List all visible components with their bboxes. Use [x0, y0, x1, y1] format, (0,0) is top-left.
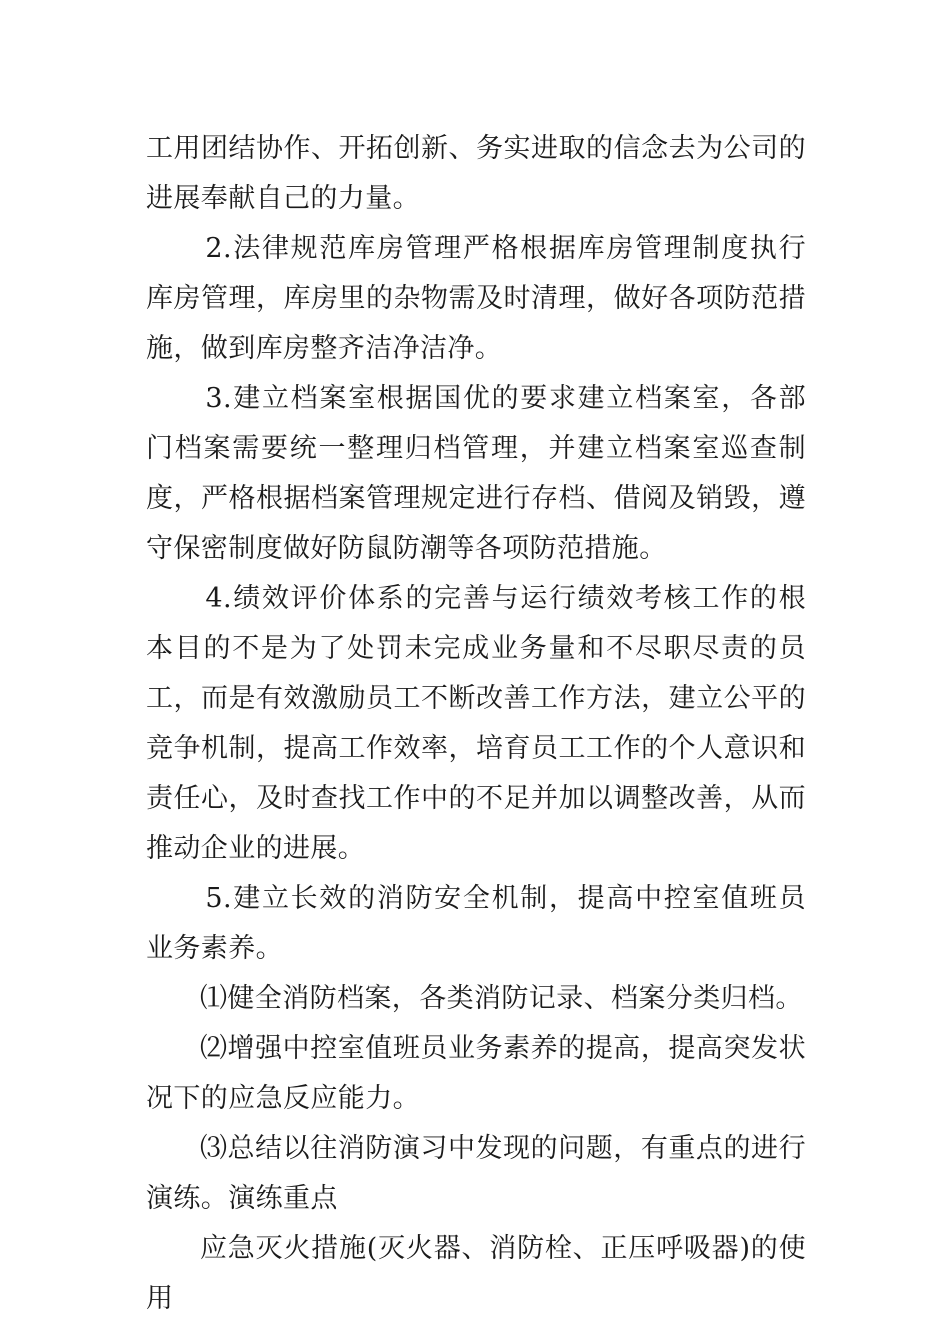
paragraph-item-5: 5.建立长效的消防安全机制，提高中控室值班员业务素养。	[146, 883, 806, 964]
paragraph-item-3: 3.建立档案室根据国优的要求建立档案室，各部门档案需要统一整理归档管理，并建立档案室巡查制度，严格根据档案管理规定进行存档、借阅及销毁，遵守保密制度做好防鼠防潮等各项防范措施。	[146, 383, 806, 564]
paragraph-subitem-1: ⑴健全消防档案，各类消防记录、档案分类归档。	[200, 983, 803, 1014]
document-body	[146, 124, 806, 1324]
paragraph-item-2: 2.法律规范库房管理严格根据库房管理制度执行库房管理，库房里的杂物需及时清理，做好各项防范措施，做到库房整齐洁净洁净。	[146, 233, 806, 364]
paragraph-subitem-3: ⑶总结以往消防演习中发现的问题，有重点的进行演练。演练重点	[146, 1133, 806, 1214]
paragraph-drill-focus: 应急灭火措施(灭火器、消防栓、正压呼吸器)的使用	[146, 1233, 806, 1314]
paragraph-item-4: 4.绩效评价体系的完善与运行绩效考核工作的根本目的不是为了处罚未完成业务量和不尽职尽责的员工，而是有效激励员工不断改善工作方法，建立公平的竞争机制，提高工作效率，培育员工工作的个人意识和责任心，及时查找工作中的不足并加以调整改善，从而推动企业的进展。	[146, 583, 806, 864]
paragraph-continuation: 工用团结协作、开拓创新、务实进取的信念去为公司的进展奉献自己的力量。	[146, 133, 806, 214]
paragraph-subitem-2: ⑵增强中控室值班员业务素养的提高，提高突发状况下的应急反应能力。	[146, 1033, 806, 1114]
